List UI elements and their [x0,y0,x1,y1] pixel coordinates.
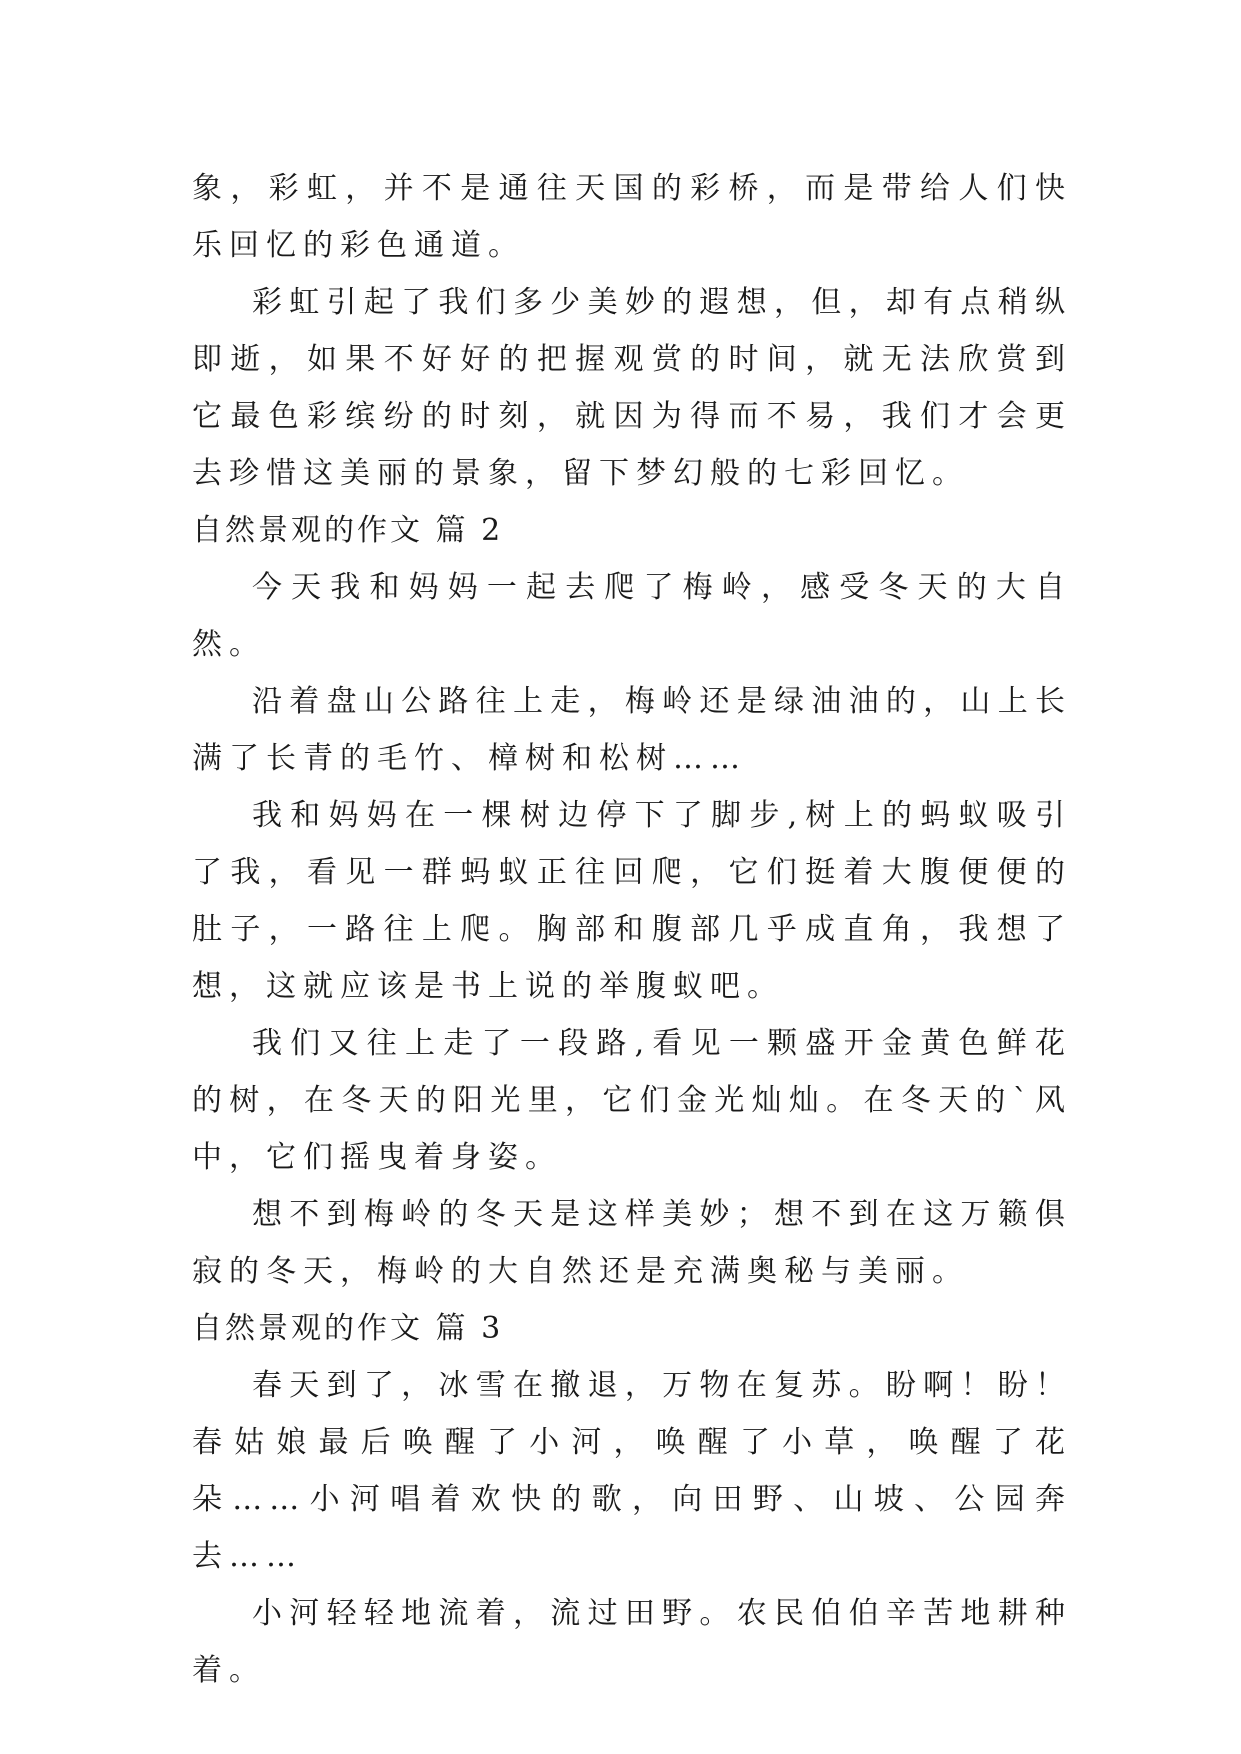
paragraph: 春天到了，冰雪在撤退，万物在复苏。盼啊！盼！春姑娘最后唤醒了小河，唤醒了小草，唤醒了花朵……小河唱着欢快的歌，向田野、山坡、公园奔去…… [192,1368,1072,1574]
paragraph: 沿着盘山公路往上走，梅岭还是绿油油的，山上长满了长青的毛竹、樟树和松树…… [192,684,1072,776]
paragraph: 彩虹引起了我们多少美妙的遐想，但，却有点稍纵即逝，如果不好好的把握观赏的时间，就无法欣赏到它最色彩缤纷的时刻，就因为得而不易，我们才会更去珍惜这美丽的景象，留下梦幻般的七彩回忆。 [192,285,1072,491]
paragraph: 想不到梅岭的冬天是这样美妙；想不到在这万籁俱寂的冬天，梅岭的大自然还是充满奥秘与美丽。 [192,1197,1072,1289]
document-body [192,160,1072,1699]
paragraph: 我和妈妈在一棵树边停下了脚步,树上的蚂蚁吸引了我，看见一群蚂蚁正往回爬，它们挺着大腹便便的肚子，一路往上爬。胸部和腹部几乎成直角，我想了想，这就应该是书上说的举腹蚁吧。 [192,798,1072,1004]
paragraph: 我们又往上走了一段路,看见一颗盛开金黄色鲜花的树，在冬天的阳光里，它们金光灿灿。在冬天的`风中，它们摇曳着身姿。 [192,1026,1072,1175]
section-title: 自然景观的作文 篇 3 [192,1311,504,1346]
paragraph-continuation: 象，彩虹，并不是通往天国的彩桥，而是带给人们快乐回忆的彩色通道。 [192,171,1072,263]
paragraph: 今天我和妈妈一起去爬了梅岭，感受冬天的大自然。 [192,570,1072,662]
paragraph: 小河轻轻地流着，流过田野。农民伯伯辛苦地耕种着。 [192,1596,1072,1688]
section-title: 自然景观的作文 篇 2 [192,513,504,548]
